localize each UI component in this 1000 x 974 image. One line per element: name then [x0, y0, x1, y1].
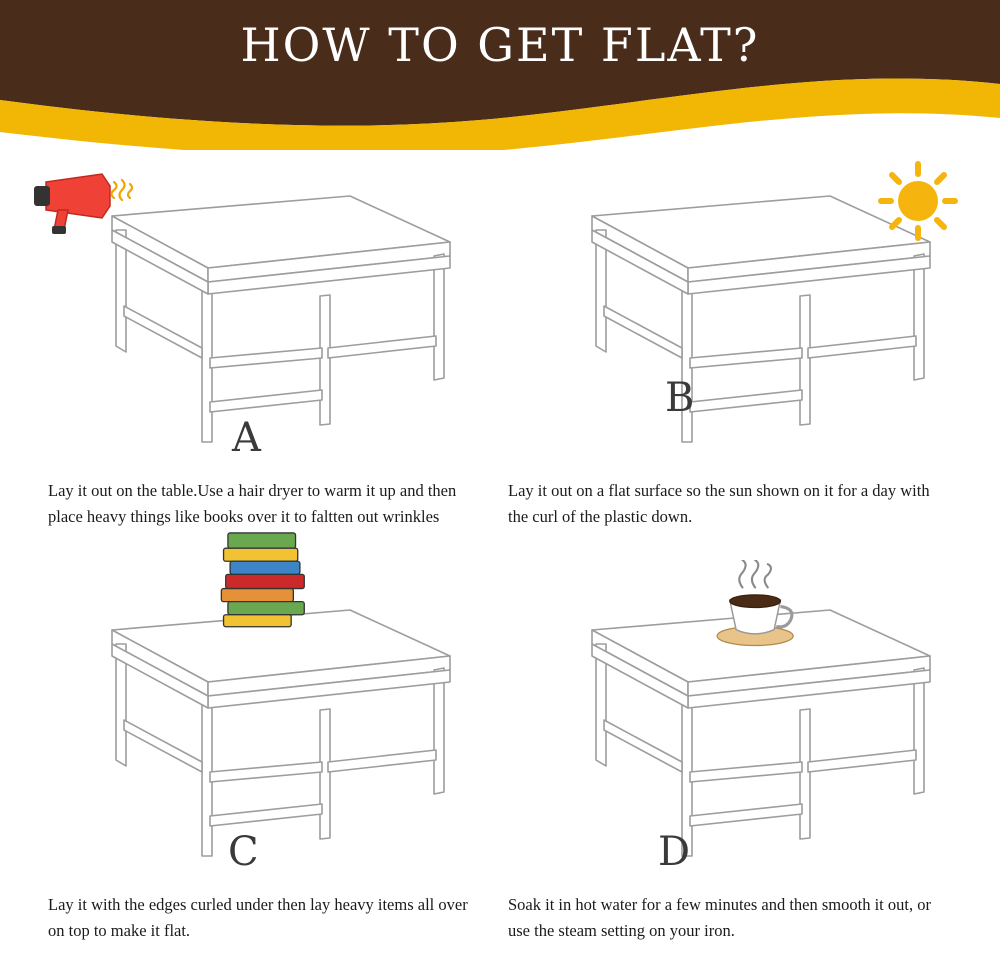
panel-a [20, 156, 500, 556]
page-header [0, 0, 1000, 150]
panel-c [20, 570, 500, 970]
panel-letter-b: B [665, 375, 695, 421]
panel-letter-c: C [228, 829, 259, 875]
panel-caption-b [508, 478, 978, 529]
panel-caption-c [48, 892, 500, 943]
caption-line: Soak it in hot water for a few minutes and then smooth it out, or [508, 895, 931, 914]
hair-dryer-icon [28, 168, 138, 238]
caption-line: Lay it out on the table.Use a hair dryer to warm it up and then [48, 481, 457, 500]
caption-line: on top to make it flat. [48, 920, 191, 940]
caption-line: use the steam setting on your iron. [508, 920, 735, 940]
coffee-cup-icon [698, 560, 808, 655]
panel-b [500, 156, 980, 556]
sun-icon [868, 156, 968, 246]
caption-line: place heavy things like books over it to faltten out wrinkles [48, 506, 440, 526]
page-title: HOW TO GET FLAT? [240, 18, 760, 72]
panel-caption-d [508, 892, 978, 943]
caption-line: Lay it with the edges curled under then lay heavy items all over [48, 895, 468, 914]
caption-line: Lay it out on a flat surface so the sun shown on it for a day with [508, 481, 930, 500]
panel-letter-a: A [232, 415, 261, 461]
panel-letter-d: D [658, 829, 691, 875]
caption-line: the curl of the plastic down. [508, 506, 693, 526]
instruction-panels [0, 150, 1000, 974]
panel-d [500, 570, 980, 970]
stack-of-books-icon [210, 522, 320, 642]
